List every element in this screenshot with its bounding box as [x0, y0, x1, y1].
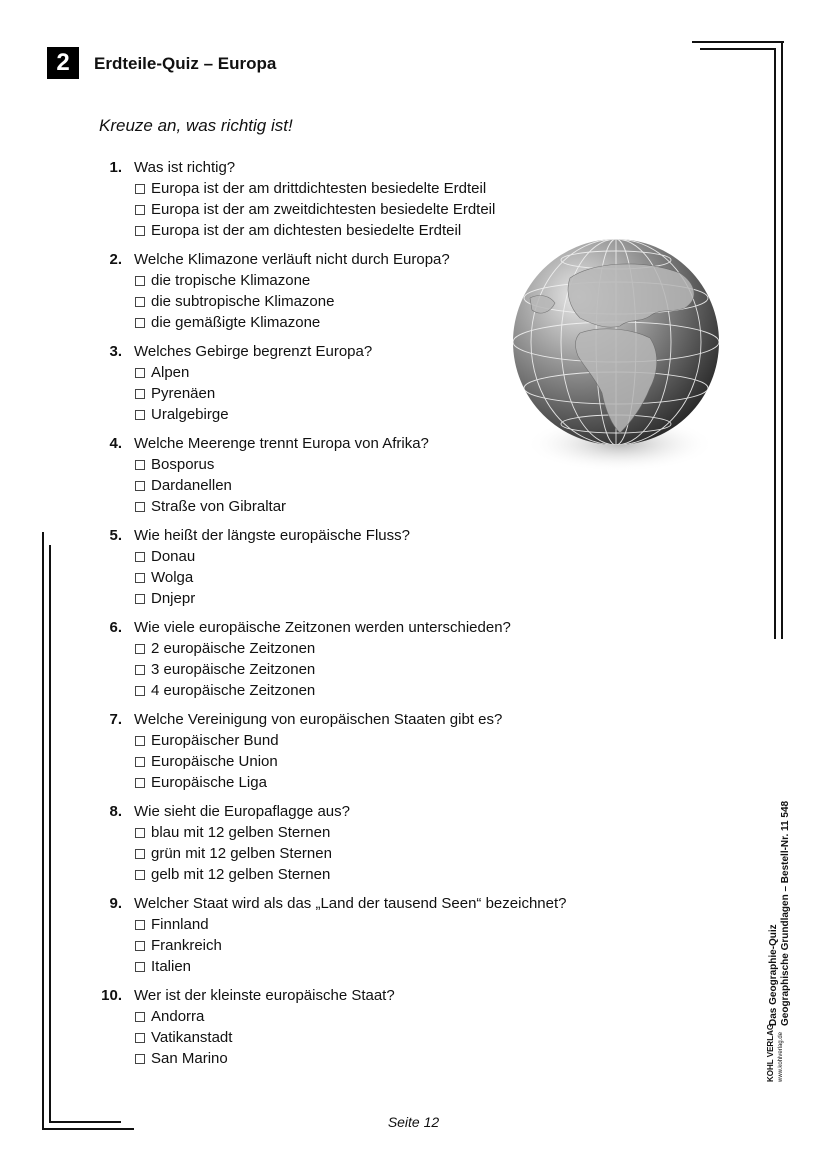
answer-option[interactable]: [96, 567, 616, 588]
instruction-text: Kreuze an, was richtig ist!: [99, 116, 293, 135]
answer-label: Straße von Gibraltar: [151, 498, 287, 515]
answer-option[interactable]: [96, 680, 616, 701]
question-row: [96, 525, 616, 546]
question-item: [96, 709, 616, 793]
answer-label: Vatikanstadt: [151, 1029, 233, 1046]
question-row: [96, 985, 616, 1006]
answer-option[interactable]: [96, 1027, 616, 1048]
question-row: [96, 801, 616, 822]
checkbox[interactable]: [135, 552, 145, 562]
question-row: [96, 617, 616, 638]
answer-option[interactable]: [96, 199, 616, 220]
checkbox[interactable]: [135, 297, 145, 307]
checkbox[interactable]: [135, 481, 145, 491]
answer-label: die gemäßigte Klimazone: [151, 314, 321, 331]
answer-label: Dardanellen: [151, 477, 232, 494]
question-text: Welche Klimazone verläuft nicht durch Europa?: [134, 251, 450, 268]
checkbox[interactable]: [135, 870, 145, 880]
question-text: Wie heißt der längste europäische Fluss?: [134, 527, 410, 544]
answer-label: die subtropische Klimazone: [151, 293, 335, 310]
question-number: 10.: [101, 987, 122, 1004]
answer-label: Bosporus: [151, 456, 215, 473]
book-order-number: Geographische Grundlagen – Bestell-Nr. 11 548: [780, 800, 791, 1026]
question-row: [96, 157, 616, 178]
question-text: Was ist richtig?: [134, 159, 236, 176]
question-row: [96, 709, 616, 730]
answer-option[interactable]: [96, 638, 616, 659]
frame-right-v2: [774, 48, 776, 639]
answer-option[interactable]: [96, 1006, 616, 1027]
frame-right-v1: [781, 41, 783, 639]
answer-label: 3 europäische Zeitzonen: [151, 661, 316, 678]
answer-option[interactable]: [96, 843, 616, 864]
frame-top-right-h2: [700, 48, 776, 50]
checkbox[interactable]: [135, 460, 145, 470]
checkbox[interactable]: [135, 778, 145, 788]
publisher-logo: KOHL VERLAG: [766, 1023, 775, 1082]
question-text: Welcher Staat wird als das „Land der tausend Seen“ bezeichnet?: [134, 895, 567, 912]
checkbox[interactable]: [135, 318, 145, 328]
answer-label: Wolga: [151, 569, 194, 586]
answer-label: 2 europäische Zeitzonen: [151, 640, 316, 657]
answer-label: San Marino: [151, 1050, 228, 1067]
answer-label: grün mit 12 gelben Sternen: [151, 845, 332, 862]
publisher-text: [768, 801, 792, 1026]
answer-label: Italien: [151, 958, 192, 975]
question-text: Wie viele europäische Zeitzonen werden unterschieden?: [134, 619, 511, 636]
question-item: [96, 157, 616, 241]
answer-option[interactable]: [96, 751, 616, 772]
globe-icon: [510, 238, 725, 473]
question-number: 5.: [109, 527, 122, 544]
checkbox[interactable]: [135, 962, 145, 972]
checkbox[interactable]: [135, 941, 145, 951]
checkbox[interactable]: [135, 368, 145, 378]
page-number: Seite 12: [387, 1114, 440, 1130]
answer-label: Dnjepr: [151, 590, 196, 607]
answer-option[interactable]: [96, 546, 616, 567]
checkbox[interactable]: [135, 573, 145, 583]
checkbox[interactable]: [135, 757, 145, 767]
answer-option[interactable]: [96, 864, 616, 885]
frame-left-v1: [42, 532, 44, 1130]
answer-label: Uralgebirge: [151, 406, 229, 423]
answer-label: Finnland: [151, 916, 209, 933]
answer-label: Europa ist der am zweitdichtesten besiedelte Erdteil: [151, 201, 496, 218]
answer-option[interactable]: [96, 730, 616, 751]
frame-left-v2: [49, 545, 51, 1123]
answer-label: Europa ist der am drittdichtesten besiedelte Erdteil: [151, 180, 487, 197]
question-item: [96, 985, 616, 1069]
answer-label: Andorra: [151, 1008, 205, 1025]
question-number: 4.: [109, 435, 122, 452]
checkbox[interactable]: [135, 1033, 145, 1043]
answer-option[interactable]: [96, 659, 616, 680]
answer-label: Frankreich: [151, 937, 222, 954]
answer-label: 4 europäische Zeitzonen: [151, 682, 316, 699]
answer-label: Europäische Liga: [151, 774, 267, 791]
question-text: Welches Gebirge begrenzt Europa?: [134, 343, 373, 360]
answer-option[interactable]: [96, 475, 616, 496]
answer-option[interactable]: [96, 588, 616, 609]
answer-option[interactable]: [96, 956, 616, 977]
checkbox[interactable]: [135, 644, 145, 654]
checkbox[interactable]: [135, 205, 145, 215]
answer-label: Alpen: [151, 364, 190, 381]
checkbox[interactable]: [135, 686, 145, 696]
answer-option[interactable]: [96, 178, 616, 199]
checkbox[interactable]: [135, 1012, 145, 1022]
question-text: Wie sieht die Europaflagge aus?: [134, 803, 350, 820]
checkbox[interactable]: [135, 410, 145, 420]
question-item: [96, 525, 616, 609]
answer-option[interactable]: [96, 1048, 616, 1069]
question-number: 6.: [109, 619, 122, 636]
checkbox[interactable]: [135, 665, 145, 675]
question-item: [96, 617, 616, 701]
question-item: [96, 801, 616, 885]
section-number-badge: [47, 47, 79, 79]
answer-option[interactable]: [96, 914, 616, 935]
checkbox[interactable]: [135, 502, 145, 512]
answer-label: Pyrenäen: [151, 385, 216, 402]
book-title: Das Geographie-Quiz: [768, 924, 779, 1026]
answer-option[interactable]: [96, 496, 616, 517]
answer-label: Europäischer Bund: [151, 732, 279, 749]
question-number: 3.: [109, 343, 122, 360]
checkbox[interactable]: [135, 736, 145, 746]
globe-image: [510, 238, 725, 473]
checkbox[interactable]: [135, 849, 145, 859]
answer-label: Donau: [151, 548, 196, 565]
question-number: 9.: [109, 895, 122, 912]
frame-top-right-h1: [692, 41, 784, 43]
publisher-url: www.kohlverlag.de: [778, 1031, 784, 1082]
question-text: Welche Vereinigung von europäischen Staaten gibt es?: [134, 711, 503, 728]
answer-label: die tropische Klimazone: [151, 272, 311, 289]
answer-label: blau mit 12 gelben Sternen: [151, 824, 331, 841]
answer-option[interactable]: [96, 772, 616, 793]
question-number: 7.: [109, 711, 122, 728]
checkbox[interactable]: [135, 920, 145, 930]
question-row: [96, 893, 616, 914]
answer-option[interactable]: [96, 935, 616, 956]
question-number: 8.: [109, 803, 122, 820]
checkbox[interactable]: [135, 1054, 145, 1064]
answer-label: Europäische Union: [151, 753, 278, 770]
checkbox[interactable]: [135, 594, 145, 604]
answer-label: gelb mit 12 gelben Sternen: [151, 866, 331, 883]
checkbox[interactable]: [135, 184, 145, 194]
question-number: 2.: [109, 251, 122, 268]
section-number: 2: [56, 49, 70, 76]
checkbox[interactable]: [135, 828, 145, 838]
question-text: Welche Meerenge trennt Europa von Afrika?: [134, 435, 429, 452]
question-text: Wer ist der kleinste europäische Staat?: [134, 987, 395, 1004]
question-item: [96, 893, 616, 977]
checkbox[interactable]: [135, 389, 145, 399]
checkbox[interactable]: [135, 226, 145, 236]
checkbox[interactable]: [135, 276, 145, 286]
page-title: Erdteile-Quiz – Europa: [94, 54, 277, 73]
answer-label: Europa ist der am dichtesten besiedelte Erdteil: [151, 222, 462, 239]
answer-option[interactable]: [96, 822, 616, 843]
question-number: 1.: [109, 159, 122, 176]
publisher-sidebar: [748, 746, 794, 1082]
